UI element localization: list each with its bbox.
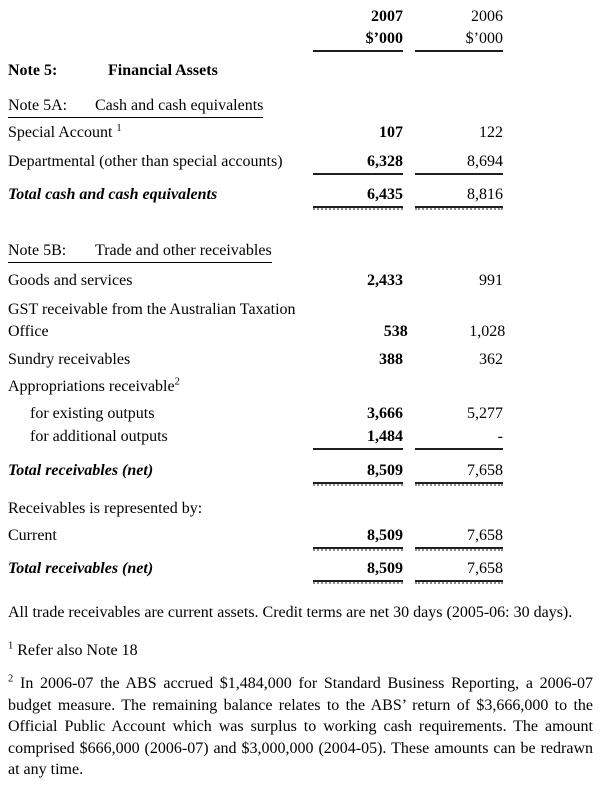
total-2007: 8,509: [313, 558, 403, 582]
row-label: GST receivable from the Australian Taxation Office: [8, 301, 296, 340]
column-headers-unit: [8, 28, 593, 52]
footnote-1-text: Refer also Note 18: [17, 641, 138, 659]
col-2006-year: 2006: [471, 8, 503, 25]
value-2006: -: [415, 426, 503, 450]
value-2006: 7,658: [415, 525, 503, 549]
note-5b-heading: [8, 241, 593, 263]
footnote-2-text: In 2006-07 the ABS accrued $1,484,000 for Standard Business Reporting, a 2006-07 budget measure. The remaining balance relates to the ABS’ return of $3,666,000 to the Official Public Account which was surplus to working cash requirements. The amount comprised $666,000 (2006-07) and $3,000,000 (2004-05). These amounts can be redrawn at any time.: [8, 675, 594, 778]
value-2006: 8,694: [415, 151, 503, 175]
value-2006: 1,028: [469, 323, 506, 340]
note-5a-heading: [8, 96, 593, 118]
row-label: for existing outputs: [30, 405, 155, 422]
table-row-departmental: [8, 151, 593, 175]
table-row-total-cash: [8, 184, 593, 208]
value-2007: 1,484: [313, 426, 403, 450]
value-2006: 991: [479, 272, 503, 289]
table-row-gst-receivable: [8, 299, 593, 343]
value-2007: 388: [379, 351, 403, 368]
table-row-current: [8, 525, 593, 549]
table-row-represented-by: [8, 498, 593, 520]
note-5a-title: Cash and cash equivalents: [95, 97, 264, 114]
value-2006: 5,277: [467, 405, 503, 422]
note-5b-title: Trade and other receivables: [95, 242, 272, 259]
col-2006-unit: $’000: [415, 28, 503, 52]
column-headers-year: [8, 6, 593, 28]
footnote-1: [8, 640, 593, 662]
footnote-2: [8, 673, 593, 781]
footnote-ref-2: 2: [174, 376, 180, 388]
row-label: Appropriations receivable$^2$: [8, 376, 180, 395]
value-2007: 3,666: [367, 405, 403, 422]
footnote-2-marker: 2: [8, 673, 14, 685]
footnote-1-marker: 1: [8, 640, 14, 652]
note-5-heading: [8, 61, 593, 81]
footnote-ref-1: 1: [116, 122, 122, 134]
total-2006: 7,658: [415, 558, 503, 582]
table-row-total-receivables-2: [8, 558, 593, 582]
table-row-appropriations: [8, 376, 593, 398]
row-label: Current: [8, 527, 57, 544]
value-2007: 6,328: [313, 151, 403, 175]
total-label: Total receivables (net): [8, 560, 154, 577]
total-2006: 7,658: [415, 460, 503, 484]
note-5a-label: Note 5A:: [8, 97, 68, 114]
row-label: Sundry receivables: [8, 351, 131, 368]
row-label: Goods and services: [8, 272, 133, 289]
total-2006: 8,816: [415, 184, 503, 208]
value-2007: 8,509: [313, 525, 403, 549]
note-5-title: Financial Assets: [108, 62, 218, 79]
total-2007: 6,435: [313, 184, 403, 208]
note-5b-heading-text: [8, 241, 272, 263]
credit-terms-paragraph: All trade receivables are current assets. Credit terms are net 30 days (2005-06: 30 days).: [8, 604, 573, 621]
value-2007: 2,433: [367, 272, 403, 289]
table-row-existing-outputs: [8, 403, 593, 425]
total-label: Total cash and cash equivalents: [8, 186, 218, 203]
table-row-special-account: [8, 122, 593, 144]
value-2007: 107: [379, 124, 403, 141]
row-label: Receivables is represented by:: [8, 500, 203, 517]
total-2007: 8,509: [313, 460, 403, 484]
total-label: Total receivables (net): [8, 462, 154, 479]
value-2007: 538: [383, 323, 408, 340]
col-2007-unit: $’000: [313, 28, 403, 52]
note-5-label: Note 5:: [8, 62, 58, 79]
value-2006: 122: [479, 124, 503, 141]
row-label: Departmental (other than special accounts): [8, 153, 283, 170]
row-label: for additional outputs: [30, 428, 168, 445]
table-row-goods-services: [8, 270, 593, 292]
note-5a-heading-text: [8, 96, 263, 118]
row-label: Special Account $^1$: [8, 122, 122, 141]
col-2007-year: 2007: [371, 8, 403, 25]
table-row-additional-outputs: [8, 426, 593, 450]
note-5b-label: Note 5B:: [8, 242, 67, 259]
table-row-sundry-receivables: [8, 349, 593, 371]
table-row-total-receivables: [8, 460, 593, 484]
value-2006: 362: [479, 351, 503, 368]
